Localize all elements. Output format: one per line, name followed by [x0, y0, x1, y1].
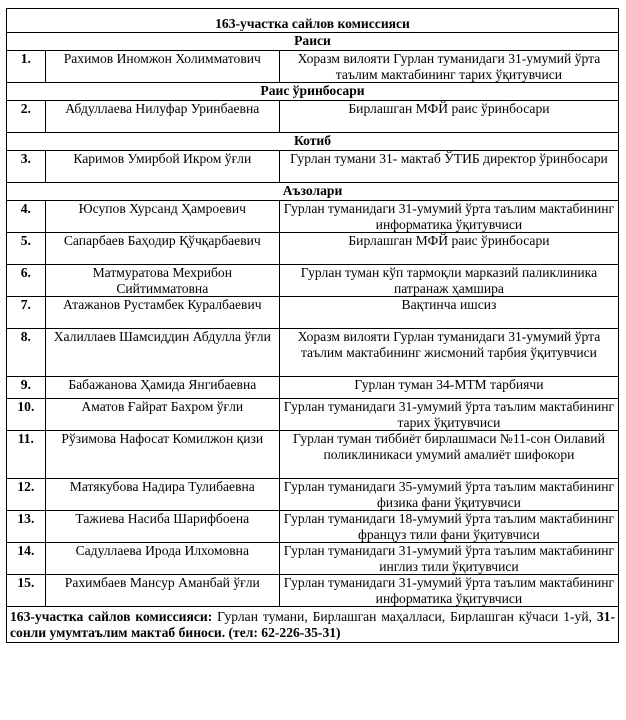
- member-position: Бирлашган МФЙ раис ўринбосари: [279, 233, 618, 265]
- member-name: Рахимбаев Мансур Аманбай ўғли: [45, 575, 279, 607]
- member-position: Гурлан туман 34-МТМ тарбиячи: [279, 377, 618, 399]
- row-number: 14.: [7, 543, 46, 575]
- row-number: 6.: [7, 265, 46, 297]
- member-position: Гурлан туманидаги 18-умумий ўрта таълим мактабининг француз тили фани ўқитувчиси: [279, 511, 618, 543]
- row-number: 10.: [7, 399, 46, 431]
- member-position: Гурлан туманидаги 31-умумий ўрта таълим мактабининг тарих ўқитувчиси: [279, 399, 618, 431]
- member-position: Хоразм вилояти Гурлан туманидаги 31-умумий ўрта таълим мактабининг жисмоний тарбия ўқитувчиси: [279, 329, 618, 377]
- document-title: 163-участка сайлов комиссияси: [7, 9, 619, 33]
- row-number: 7.: [7, 297, 46, 329]
- footer-building: 31-сонли умумтаълим мактаб биноси. (тел: 62-226-35-31): [10, 609, 615, 640]
- commission-document: [6, 8, 619, 643]
- table-row: [7, 265, 619, 297]
- table-row: [7, 575, 619, 607]
- section-row-chair: [7, 33, 619, 51]
- member-name: Рўзимова Нафосат Комилжон қизи: [45, 431, 279, 479]
- table-row: [7, 297, 619, 329]
- row-number: 4.: [7, 201, 46, 233]
- member-name: Халиллаев Шамсиддин Абдулла ўғли: [45, 329, 279, 377]
- table-row: [7, 233, 619, 265]
- section-row-secretary: [7, 133, 619, 151]
- table-row: [7, 329, 619, 377]
- member-position: Гурлан туманидаги 31-умумий ўрта таълим мактабининг информатика ўқитувчиси: [279, 201, 618, 233]
- row-number: 2.: [7, 101, 46, 133]
- row-number: 8.: [7, 329, 46, 377]
- footer-address-text: Гурлан тумани, Бирлашган маҳалласи, Бирлашган кўчаси 1-уй,: [212, 609, 597, 624]
- member-position: Бирлашган МФЙ раис ўринбосари: [279, 101, 618, 133]
- member-position: Гурлан туман кўп тармоқли марказий паликлиника патранаж ҳамшира: [279, 265, 618, 297]
- table-row: [7, 377, 619, 399]
- section-heading-members: Аъзолари: [7, 183, 619, 201]
- commission-table: [6, 8, 619, 643]
- row-number: 15.: [7, 575, 46, 607]
- table-row: [7, 399, 619, 431]
- table-row: [7, 479, 619, 511]
- row-number: 11.: [7, 431, 46, 479]
- row-number: 3.: [7, 151, 46, 183]
- section-row-deputy: [7, 83, 619, 101]
- member-name: Абдуллаева Нилуфар Уринбаевна: [45, 101, 279, 133]
- member-position: Вақтинча ишсиз: [279, 297, 618, 329]
- footer-row: [7, 607, 619, 643]
- member-position: Гурлан туманидаги 35-умумий ўрта таълим мактабининг физика фани ўқитувчиси: [279, 479, 618, 511]
- footer-label: 163-участка сайлов комиссияси:: [10, 609, 213, 624]
- footer-address: [7, 607, 619, 643]
- member-name: Аматов Ғайрат Бахром ўғли: [45, 399, 279, 431]
- table-row: [7, 431, 619, 479]
- member-position: Гурлан туманидаги 31-умумий ўрта таълим мактабининг информатика ўқитувчиси: [279, 575, 618, 607]
- row-number: 12.: [7, 479, 46, 511]
- row-number: 13.: [7, 511, 46, 543]
- row-number: 9.: [7, 377, 46, 399]
- member-name: Садуллаева Ирода Илхомовна: [45, 543, 279, 575]
- section-heading-deputy: Раис ўринбосари: [7, 83, 619, 101]
- row-number: 5.: [7, 233, 46, 265]
- table-row: [7, 511, 619, 543]
- table-row: [7, 51, 619, 83]
- table-row: [7, 201, 619, 233]
- table-row: [7, 151, 619, 183]
- member-name: Матмуратова Мехрибон Сийтимматовна: [45, 265, 279, 297]
- member-name: Тажиева Насиба Шарифбоена: [45, 511, 279, 543]
- section-heading-secretary: Котиб: [7, 133, 619, 151]
- member-name: Юсупов Хурсанд Ҳамроевич: [45, 201, 279, 233]
- section-heading-chair: Раиси: [7, 33, 619, 51]
- member-position: Гурлан туман тиббиёт бирлашмаси №11-сон Оилавий поликлиникаси умумий амалиёт шифокори: [279, 431, 618, 479]
- member-name: Атажанов Рустамбек Куралбаевич: [45, 297, 279, 329]
- member-position: Хоразм вилояти Гурлан туманидаги 31-умумий ўрта таълим мактабининг тарих ўқитувчиси: [279, 51, 618, 83]
- member-name: Каримов Умирбой Икром ўғли: [45, 151, 279, 183]
- member-position: Гурлан туманидаги 31-умумий ўрта таълим мактабининг инглиз тили ўқитувчиси: [279, 543, 618, 575]
- table-row: [7, 543, 619, 575]
- member-position: Гурлан тумани 31- мактаб ЎТИБ директор ўринбосари: [279, 151, 618, 183]
- member-name: Бабажанова Ҳамида Янгибаевна: [45, 377, 279, 399]
- title-row: [7, 9, 619, 33]
- member-name: Рахимов Иномжон Холимматович: [45, 51, 279, 83]
- row-number: 1.: [7, 51, 46, 83]
- table-row: [7, 101, 619, 133]
- member-name: Сапарбаев Баҳодир Қўчқарбаевич: [45, 233, 279, 265]
- section-row-members: [7, 183, 619, 201]
- member-name: Матякубова Надира Тулибаевна: [45, 479, 279, 511]
